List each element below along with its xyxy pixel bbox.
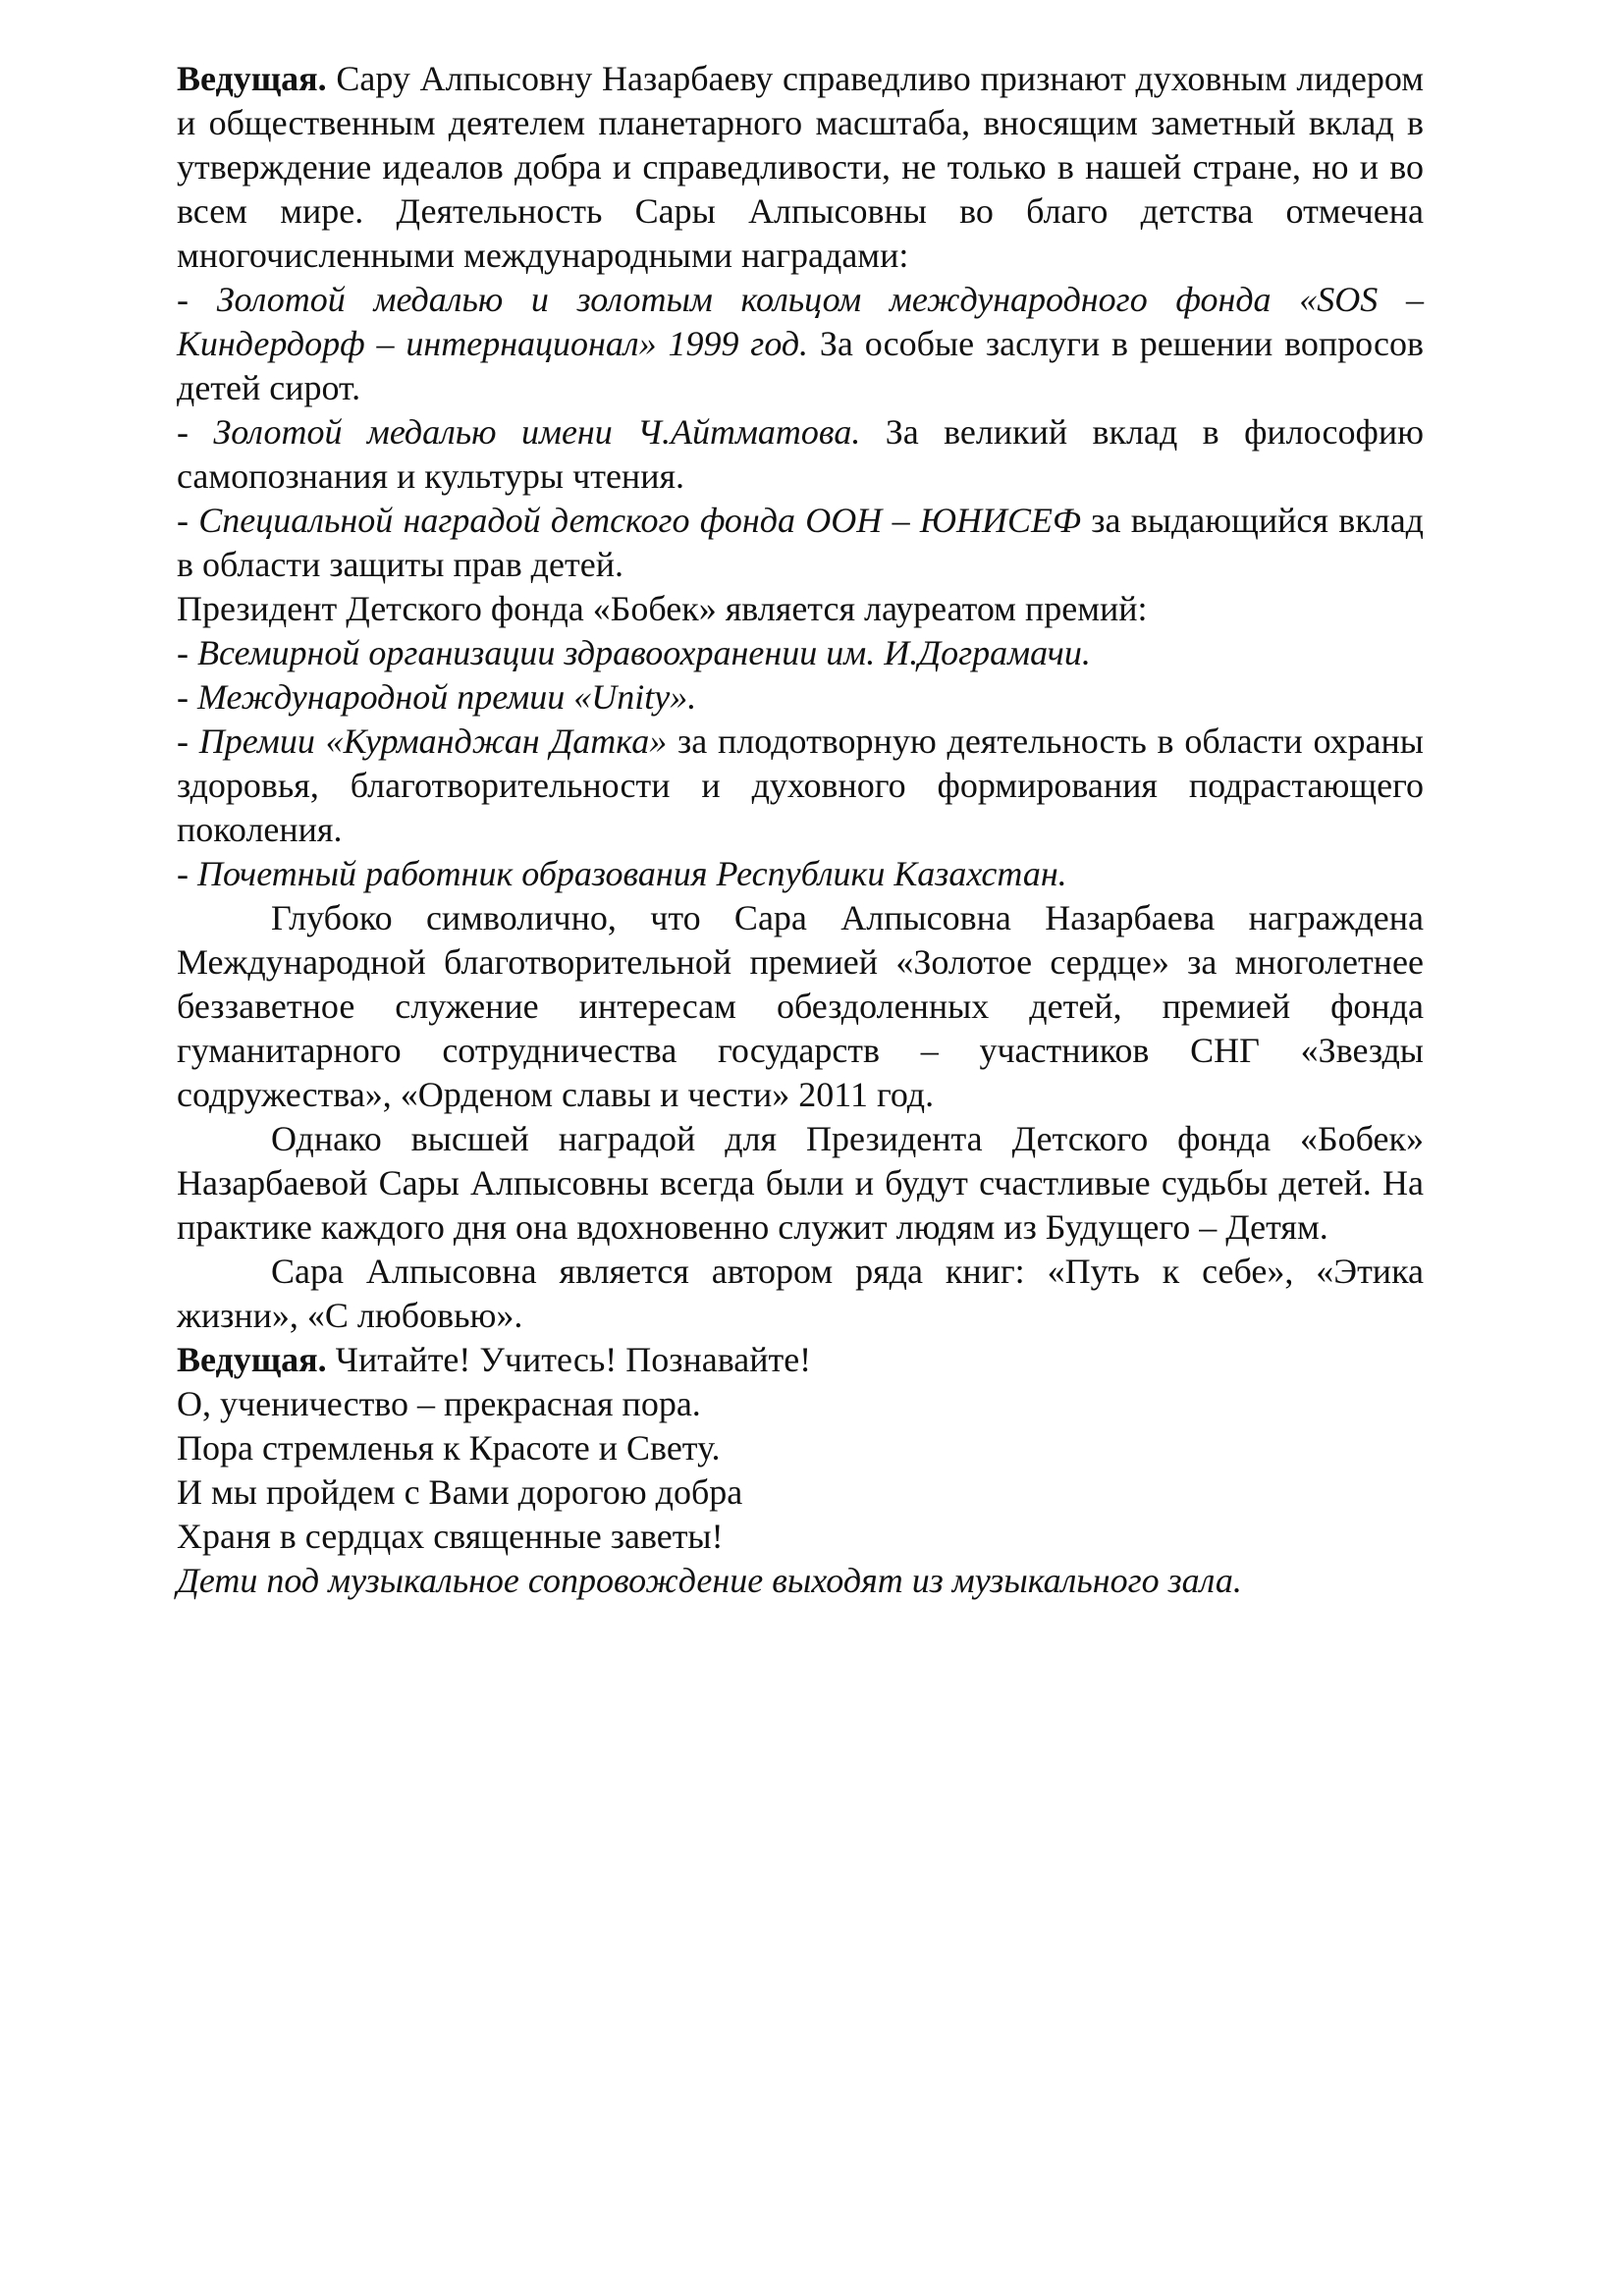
- prize-item: [177, 675, 1424, 720]
- award-description: за выдающийся вклад в области защиты прав детей.: [177, 501, 1424, 584]
- prize-title: - Премии «Курманджан Датка»: [177, 721, 668, 761]
- award-item: [177, 499, 1424, 587]
- paragraph-final-host: [177, 1338, 1424, 1382]
- paragraph-symbolic: Глубоко символично, что Сара Алпысовна Назарбаева награждена Международной благотворительной премией «Золотое сердце» за многолетнее беззаветное служение интересам обездоленных детей, премией фонда гуманитарного сотрудничества государств – участников СНГ «Звезды содружества», «Орденом славы и чести» 2011 год.: [177, 898, 1424, 1114]
- speaker-label: Ведущая.: [177, 1340, 327, 1379]
- poem-line: О, ученичество – прекрасная пора.: [177, 1384, 701, 1423]
- award-item: [177, 410, 1424, 499]
- prize-item: [177, 720, 1424, 852]
- award-item: [177, 278, 1424, 410]
- award-description: За особые заслуги в решении вопросов детей сирот.: [177, 324, 1424, 407]
- paragraph-text: Читайте! Учитесь! Познавайте!: [326, 1340, 812, 1379]
- paragraph-highest-award: Однако высшей наградой для Президента Детского фонда «Бобек» Назарбаевой Сары Алпысовны всегда были и будут счастливые судьбы детей. На практике каждого дня она вдохновенно служит людям из Будущего – Детям.: [177, 1119, 1424, 1247]
- stage-direction: [177, 1559, 1424, 1603]
- laureate-intro: Президент Детского фонда «Бобек» является лауреатом премий:: [177, 589, 1148, 628]
- stage-direction-text: Дети под музыкальное сопровождение выходят из музыкального зала.: [177, 1561, 1242, 1600]
- paragraph-text: Сару Алпысовну Назарбаеву справедливо признают духовным лидером и общественным деятелем планетарного масштаба, вносящим заметный вклад в утверждение идеалов добра и справедливости, не только в нашей стране, но и во всем мире. Деятельность Сары Алпысовны во благо детства отмечена многочисленными международными наградами:: [177, 59, 1424, 275]
- prize-title: - Международной премии «Unity».: [177, 677, 697, 717]
- prize-item: [177, 852, 1424, 896]
- paragraph-books: Сара Алпысовна является автором ряда книг: «Путь к себе», «Этика жизни», «С любовью».: [177, 1252, 1424, 1335]
- speaker-label: Ведущая.: [177, 59, 327, 98]
- prize-title: - Всемирной организации здравоохранении им. И.Дограмачи.: [177, 633, 1091, 672]
- poem-line: Храня в сердцах священные заветы!: [177, 1517, 724, 1556]
- award-title: - Золотой медалью и золотым кольцом международного фонда «SOS – Киндердорф – интернационал» 1999 год.: [177, 280, 1424, 363]
- prize-description: за плодотворную деятельность в области охраны здоровья, благотворительности и духовного формирования подрастающего поколения.: [177, 721, 1424, 849]
- document-page: [177, 57, 1424, 1603]
- award-title: - Специальной наградой детского фонда ООН – ЮНИСЕФ: [177, 501, 1081, 540]
- prize-item: [177, 631, 1424, 675]
- prize-title: - Почетный работник образования Республики Казахстан.: [177, 854, 1067, 893]
- poem-line: И мы пройдем с Вами дорогою добра: [177, 1472, 743, 1512]
- poem-line: Пора стремленья к Красоте и Свету.: [177, 1428, 721, 1468]
- award-description: За великий вклад в философию самопознания и культуры чтения.: [177, 412, 1424, 496]
- paragraph-intro: [177, 57, 1424, 278]
- award-title: - Золотой медалью имени Ч.Айтматова.: [177, 412, 861, 452]
